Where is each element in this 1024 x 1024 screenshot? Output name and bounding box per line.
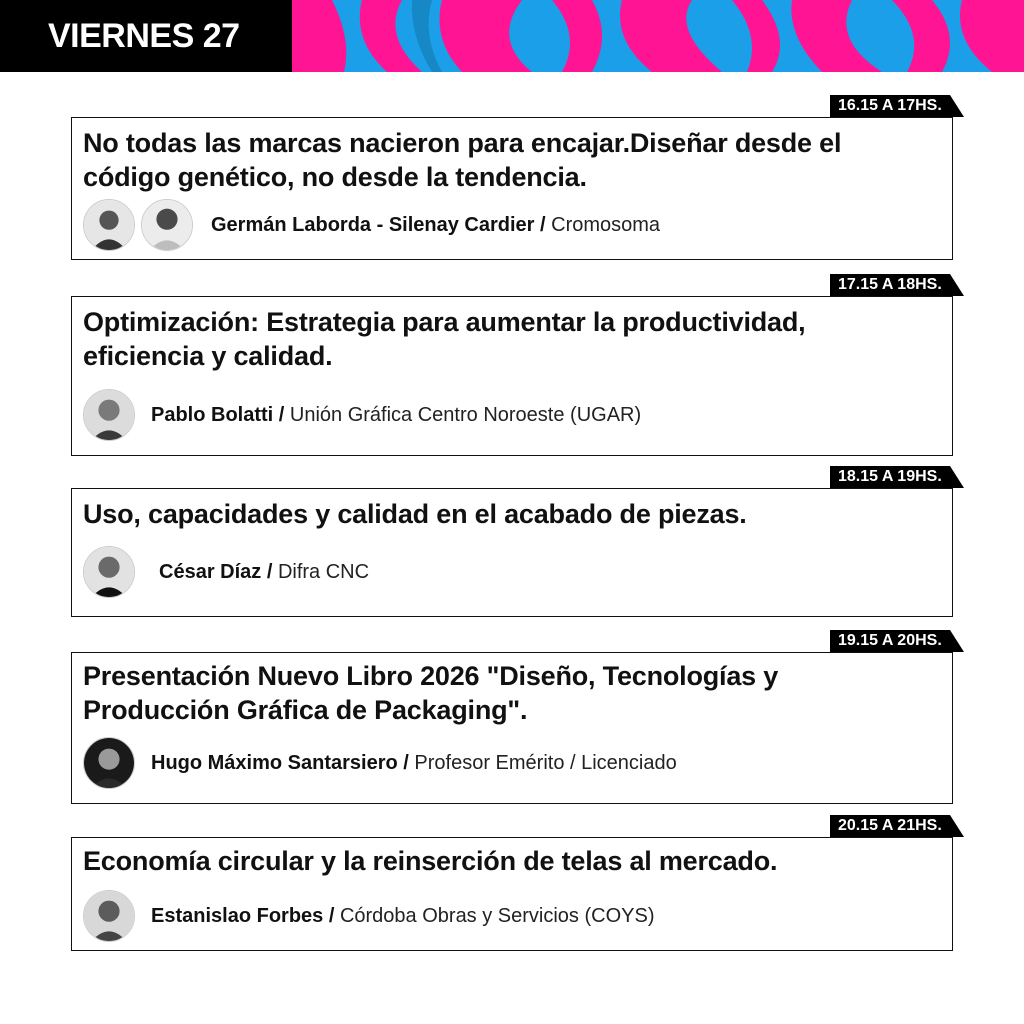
speaker-name: Hugo Máximo Santarsiero / — [151, 751, 409, 774]
speaker-affiliation: Córdoba Obras y Servicios (COYS) — [334, 904, 655, 927]
session-title — [83, 497, 933, 531]
session-time: 19.15 A 20HS. — [830, 630, 950, 652]
speaker-affiliation: Profesor Emérito / Licenciado — [408, 751, 677, 774]
session-title-line: Producción Gráfica de Packaging". — [83, 695, 528, 725]
session-card — [71, 837, 953, 951]
speaker-row — [83, 544, 369, 600]
speaker-affiliation: Difra CNC — [272, 560, 370, 583]
speaker-info — [211, 214, 660, 237]
session-title-line: Optimización: Estrategia para aumentar la productividad, — [83, 307, 806, 337]
session-card — [71, 652, 953, 804]
speaker-row — [83, 387, 641, 443]
session-time: 17.15 A 18HS. — [830, 274, 950, 296]
session-time: 18.15 A 19HS. — [830, 466, 950, 488]
speaker-avatar — [83, 199, 135, 251]
session-title — [83, 305, 933, 373]
session-card — [71, 488, 953, 617]
session-card — [71, 296, 953, 456]
speaker-info — [151, 752, 677, 775]
session-title-line: Economía circular y la reinserción de telas al mercado. — [83, 846, 778, 876]
session-time: 16.15 A 17HS. — [830, 95, 950, 117]
speaker-avatar — [83, 389, 135, 441]
session-title — [83, 659, 933, 727]
speaker-row — [83, 888, 655, 944]
session-title-line: Presentación Nuevo Libro 2026 "Diseño, Tecnologías y — [83, 661, 779, 691]
session-title-line: código genético, no desde la tendencia. — [83, 162, 587, 192]
speaker-avatar — [83, 546, 135, 598]
speaker-avatar — [83, 890, 135, 942]
session-title-line: eficiencia y calidad. — [83, 341, 333, 371]
speaker-affiliation: Cromosoma — [545, 213, 661, 236]
speaker-info — [159, 561, 369, 584]
speaker-row — [83, 735, 677, 791]
decorative-pattern — [292, 0, 1024, 72]
speaker-name: Germán Laborda - Silenay Cardier / — [211, 213, 546, 236]
speaker-info — [151, 905, 655, 928]
day-label: VIERNES 27 — [0, 0, 292, 72]
session-title-line: No todas las marcas nacieron para encajar.Diseñar desde el — [83, 128, 842, 158]
speaker-avatar — [83, 737, 135, 789]
session-card — [71, 117, 953, 260]
speaker-info — [151, 404, 641, 427]
speaker-name: Estanislao Forbes / — [151, 904, 335, 927]
session-title — [83, 126, 933, 194]
header — [0, 0, 1024, 72]
session-title-line: Uso, capacidades y calidad en el acabado de piezas. — [83, 499, 747, 529]
speaker-affiliation: Unión Gráfica Centro Noroeste (UGAR) — [284, 403, 642, 426]
speaker-avatar — [141, 199, 193, 251]
speaker-name: Pablo Bolatti / — [151, 403, 285, 426]
speaker-name: César Díaz / — [159, 560, 273, 583]
session-time: 20.15 A 21HS. — [830, 815, 950, 837]
session-title — [83, 844, 933, 878]
speaker-row — [83, 197, 660, 253]
